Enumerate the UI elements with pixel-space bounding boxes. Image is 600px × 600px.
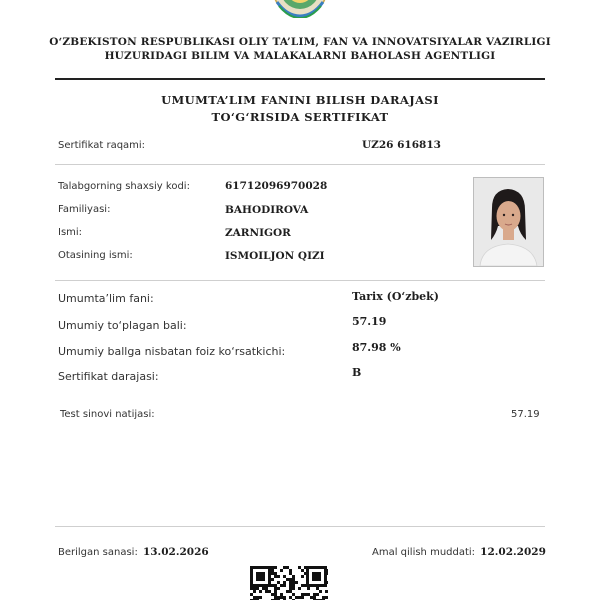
issued-date: [58, 540, 209, 559]
percent-label: Umumiy ballga nisbatan foiz ko‘rsatkichi:: [58, 345, 286, 358]
personal-code-value: 61712096970028: [225, 180, 328, 192]
valid-until-label: Amal qilish muddati:: [372, 547, 476, 558]
qr-code-icon: [249, 565, 328, 600]
certificate-title-line-2: TO‘G‘RISIDA SERTIFIKAT: [211, 110, 389, 124]
agency-line-2: HUZURIDAGI BILIM VA MALAKALARNI BAHOLASH AGENTLIGI: [104, 50, 496, 62]
surname-label: Familiyasi:: [58, 204, 111, 215]
subject-value: Tarix (O‘zbek): [352, 290, 440, 303]
certificate-level-value: B: [352, 366, 362, 379]
divider-3: [55, 526, 545, 527]
test-result-value: 57.19: [511, 409, 540, 420]
test-result-label: Test sinovi natijasi:: [60, 409, 155, 420]
first-name-label: Ismi:: [58, 227, 83, 238]
certificate-level-label: Sertifikat darajasi:: [58, 370, 159, 383]
certificate-number-value: UZ26 616813: [362, 139, 441, 151]
divider-1: [55, 164, 545, 165]
issued-date-label: Berilgan sanasi:: [58, 547, 138, 558]
certificate-title-line-1: UMUMTA’LIM FANINI BILISH DARAJASI: [161, 93, 439, 107]
subject-label: Umumta’lim fani:: [58, 292, 154, 305]
total-score-value: 57.19: [352, 315, 387, 328]
percent-value: 87.98 %: [352, 341, 401, 354]
first-name-value: ZARNIGOR: [225, 227, 291, 239]
valid-until: [372, 540, 546, 559]
patronymic-label: Otasining ismi:: [58, 250, 133, 261]
issued-date-value: 13.02.2026: [142, 546, 209, 558]
state-emblem-icon: [269, 0, 331, 18]
portrait-photo: [473, 177, 544, 267]
header-divider: [55, 78, 545, 80]
personal-code-label: Talabgorning shaxsiy kodi:: [58, 181, 190, 192]
certificate-number-label: Sertifikat raqami:: [58, 140, 146, 151]
divider-2: [55, 280, 545, 281]
patronymic-value: ISMOILJON QIZI: [225, 250, 325, 262]
valid-until-value: 12.02.2029: [480, 546, 546, 558]
agency-line-1: O‘ZBEKISTON RESPUBLIKASI OLIY TA’LIM, FAN VA INNOVATSIYALAR VAZIRLIGI: [49, 36, 551, 48]
portrait-icon: [474, 178, 543, 266]
surname-value: BAHODIROVA: [225, 204, 309, 216]
total-score-label: Umumiy to‘plagan bali:: [58, 319, 187, 332]
